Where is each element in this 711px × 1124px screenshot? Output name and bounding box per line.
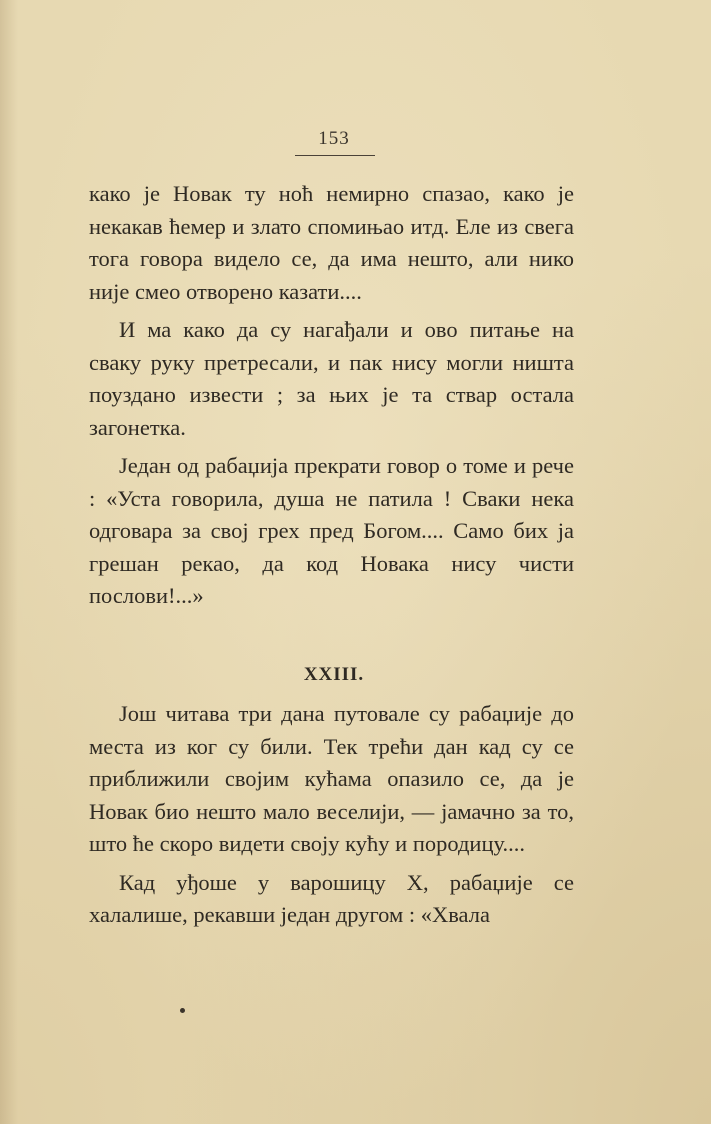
paragraph: Један од рабаџија прекрати говор о томе и рече : «Уста говорила, душа не патила ! Сваки нека одговара за свој грех пред Богом.... Само бих ја грешан рекао, да код Новака нису чисти послови!...» bbox=[89, 453, 574, 608]
page-number-rule bbox=[295, 155, 375, 156]
paragraph: И ма како да су нагађали и ово питање на сваку руку претресали, и пак нису могли ништа поуздано извести ; за њих је та ствар остала загонетка. bbox=[89, 317, 574, 440]
page-edge-shadow bbox=[0, 0, 18, 1124]
paragraph: како је Новак ту ноћ немирно спазао, како је некакав ћемер и злато спомињао итд. Еле из свега тога говора видело се, да има нешто, али нико није смео отворено казати.... bbox=[89, 181, 574, 304]
chapter-heading: XXIII. bbox=[303, 664, 365, 685]
page-number: 153 bbox=[318, 128, 350, 149]
text-block-before-chapter bbox=[89, 178, 574, 613]
text-block-after-chapter bbox=[89, 698, 574, 932]
paragraph: Још читава три дана путовале су рабаџије до места из ког су били. Тек трећи дан кад су се приближили својим кућама опазило се, да је Новак био нешто мало веселији, — јамачно за то, што ће скоро видети своју кућу и породицу.... bbox=[89, 701, 574, 856]
ink-speck bbox=[180, 1008, 185, 1013]
paragraph: Кад уђоше у варошицу Х, рабаџије се халалише, рекавши један другом : «Хвала bbox=[89, 869, 574, 927]
